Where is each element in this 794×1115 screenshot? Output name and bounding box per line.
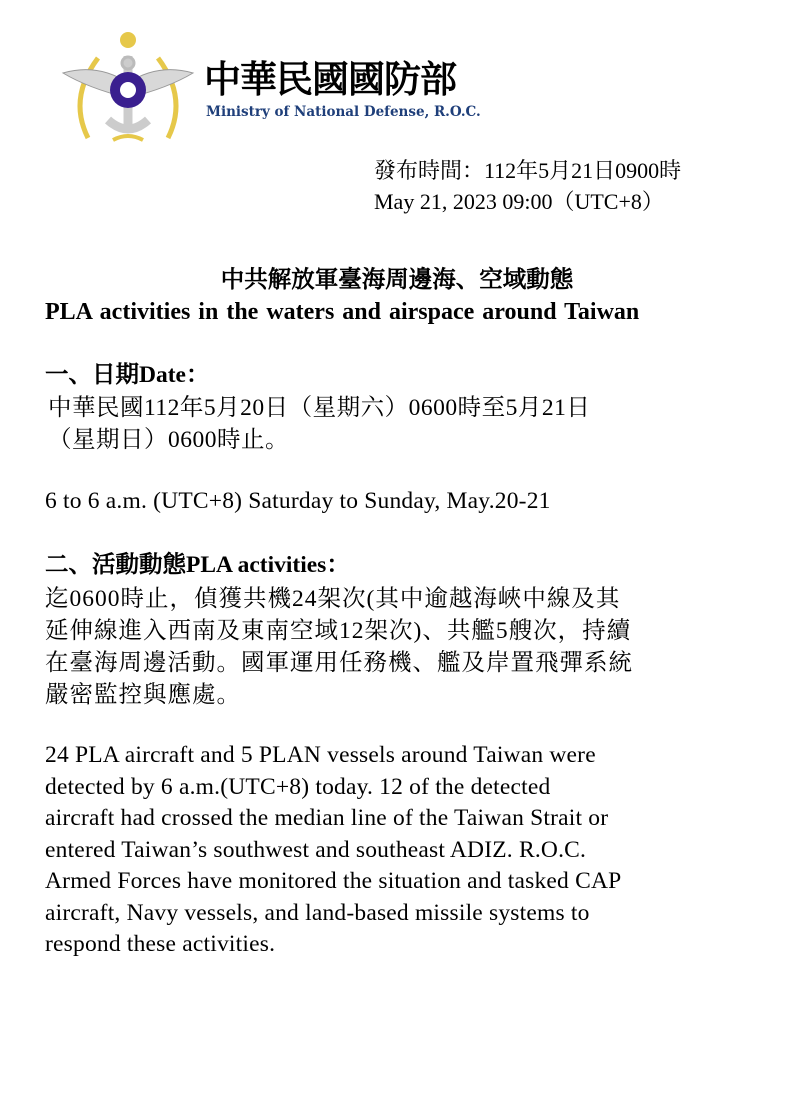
section2-line-en: aircraft, Navy vessels, and land-based missile systems to	[45, 900, 590, 926]
section2-line-en: Armed Forces have monitored the situation and tasked CAP	[45, 868, 622, 894]
title-en: PLA activities in the waters and airspace around Taiwan	[45, 299, 640, 325]
section1-heading: 一、日期Date：	[45, 362, 210, 388]
section1-line-en: 6 to 6 a.m. (UTC+8) Saturday to Sunday, May.20-21	[45, 488, 551, 514]
section1-line-cn: 中華民國112年5月20日（星期六）0600時至5月21日	[48, 395, 591, 421]
section2-line-cn: 迄0600時止，偵獲共機24架次(其中逾越海峽中線及其	[45, 586, 621, 612]
section2-line-cn: 在臺海周邊活動。國軍運用任務機、艦及岸置飛彈系統	[45, 650, 633, 676]
release-time-en: May 21, 2023 09:00（UTC+8）	[374, 189, 664, 214]
org-name-cn: 中華民國國防部	[204, 57, 456, 101]
section2-heading: 二、活動動態PLA activities：	[45, 552, 350, 578]
mnd-emblem-logo	[58, 28, 198, 146]
section2-line-en: entered Taiwan’s southwest and southeast ADIZ. R.O.C.	[45, 837, 587, 863]
section2-line-en: respond these activities.	[45, 931, 276, 957]
org-name-en: Ministry of National Defense, R.O.C.	[206, 104, 481, 120]
title-cn: 中共解放軍臺海周邊海、空域動態	[220, 267, 574, 293]
section2-line-cn: 嚴密監控與應處。	[45, 682, 241, 708]
section2-line-en: aircraft had crossed the median line of the Taiwan Strait or	[45, 805, 609, 831]
section1-line-cn: （星期日）0600時止。	[48, 427, 289, 453]
section2-line-en: 24 PLA aircraft and 5 PLAN vessels around Taiwan were	[45, 742, 596, 768]
section2-line-en: detected by 6 a.m.(UTC+8) today. 12 of the detected	[45, 774, 551, 800]
section2-line-cn: 延伸線進入西南及東南空域12架次)、共艦5艘次，持續	[45, 618, 632, 644]
release-time-cn: 發布時間：112年5月21日0900時	[374, 158, 682, 183]
